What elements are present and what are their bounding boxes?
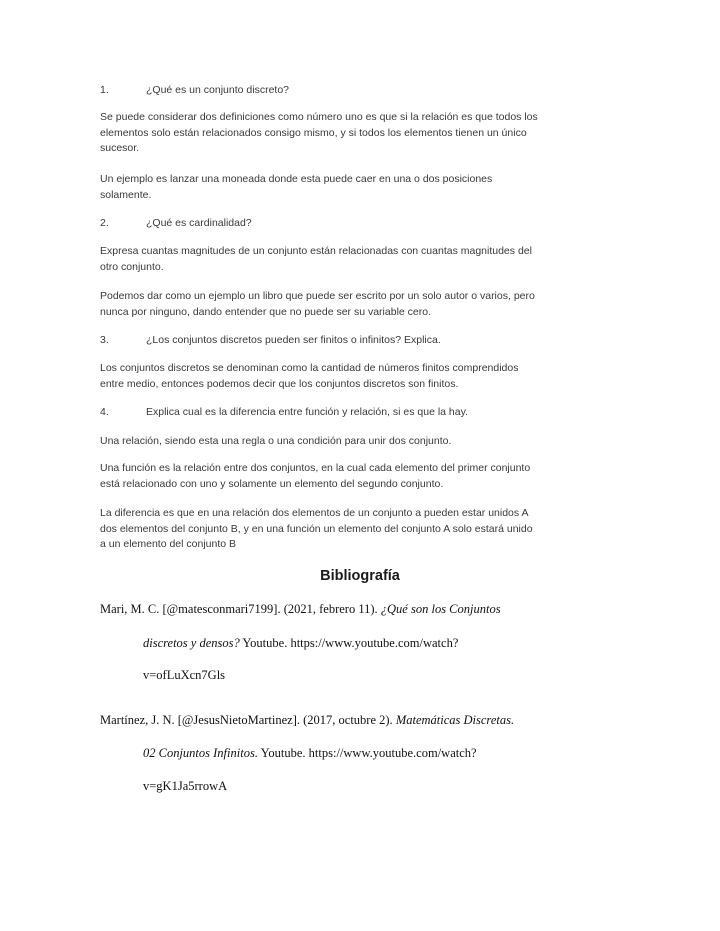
text-line: nunca por ninguno, dando entender que no puede ser su variable cero.	[100, 305, 431, 318]
text-line: Una función es la relación entre dos conjuntos, en la cual cada elemento del primer conjunto	[100, 462, 531, 474]
reference-2-line-3: v=gK1Ja5rrowA	[143, 779, 228, 793]
question-4	[100, 406, 468, 418]
answer-1-paragraph-1	[100, 110, 620, 157]
question-text: ¿Qué es cardinalidad?	[146, 217, 252, 229]
question-3	[100, 334, 441, 346]
text-line: Los conjuntos discretos se denominan como la cantidad de números finitos comprendidos	[100, 362, 519, 374]
answer-2-paragraph-2	[100, 289, 620, 320]
question-number: 3.	[100, 334, 109, 346]
text-line: dos elementos del conjunto B, y en una función un elemento del conjunto A solo estará unido	[100, 522, 533, 535]
reference-title: discretos y densos?	[143, 636, 240, 650]
reference-author: Martínez, J. N. [@JesusNietoMartinez]. (2017, octubre 2).	[100, 713, 396, 727]
bibliography-title: Bibliografía	[320, 568, 400, 584]
answer-2-paragraph-1	[100, 244, 620, 275]
question-2	[100, 217, 252, 229]
text-line: Podemos dar como un ejemplo un libro que puede ser escrito por un solo autor o varios, pero	[100, 290, 535, 302]
text-line: a un elemento del conjunto B	[100, 538, 237, 550]
text-line: Se puede considerar dos definiciones como número uno es que si la relación es que todos los	[100, 111, 538, 123]
reference-source: Youtube. https://www.youtube.com/watch?	[257, 746, 477, 760]
answer-3-paragraph-1	[100, 361, 620, 392]
reference-2-line-2	[143, 746, 477, 761]
reference-title: ¿Qué son los Conjuntos	[380, 602, 501, 616]
answer-1-paragraph-2	[100, 172, 620, 203]
answer-4-paragraph-2	[100, 461, 620, 492]
reference-title: Matemáticas Discretas.	[395, 713, 515, 727]
question-1	[100, 84, 289, 96]
text-line: Expresa cuantas magnitudes de un conjunto están relacionadas con cuantas magnitudes del	[100, 245, 532, 257]
question-text: ¿Los conjuntos discretos pueden ser finitos o infinitos? Explica.	[146, 334, 441, 346]
answer-4-paragraph-1	[100, 434, 620, 450]
text-line: está relacionado con uno y solamente un elemento del segundo conjunto.	[100, 477, 444, 490]
question-number: 2.	[100, 217, 109, 229]
text-line: entre medio, entonces podemos decir que los conjuntos discretos son finitos.	[100, 377, 459, 390]
reference-author: Mari, M. C. [@matesconmari7199]. (2021, febrero 11).	[100, 602, 381, 616]
question-number: 4.	[100, 406, 109, 418]
text-line: elementos solo están relacionados consigo mismo, y si todos los elementos tienen un único	[100, 126, 527, 139]
reference-1-line-2	[143, 636, 458, 651]
answer-4-paragraph-3	[100, 506, 620, 553]
question-text: ¿Qué es un conjunto discreto?	[146, 84, 290, 96]
reference-1-line-1	[100, 602, 501, 617]
text-line: Un ejemplo es lanzar una moneada donde esta puede caer en una o dos posiciones	[100, 173, 493, 185]
reference-2-line-1	[100, 713, 514, 728]
text-line: solamente.	[100, 188, 152, 201]
text-line: sucesor.	[100, 142, 140, 154]
question-text: Explica cual es la diferencia entre función y relación, si es que la hay.	[146, 406, 468, 418]
question-number: 1.	[100, 84, 109, 96]
text-line: Una relación, siendo esta una regla o una condición para unir dos conjunto.	[100, 435, 452, 447]
text-line: La diferencia es que en una relación dos elementos de un conjunto a pueden estar unidos A	[100, 507, 529, 519]
text-line: otro conjunto.	[100, 260, 164, 273]
reference-1-line-3: v=ofLuXcn7Gls	[143, 668, 226, 682]
reference-source: Youtube. https://www.youtube.com/watch?	[239, 636, 459, 650]
reference-title: 02 Conjuntos Infinitos.	[143, 746, 258, 760]
